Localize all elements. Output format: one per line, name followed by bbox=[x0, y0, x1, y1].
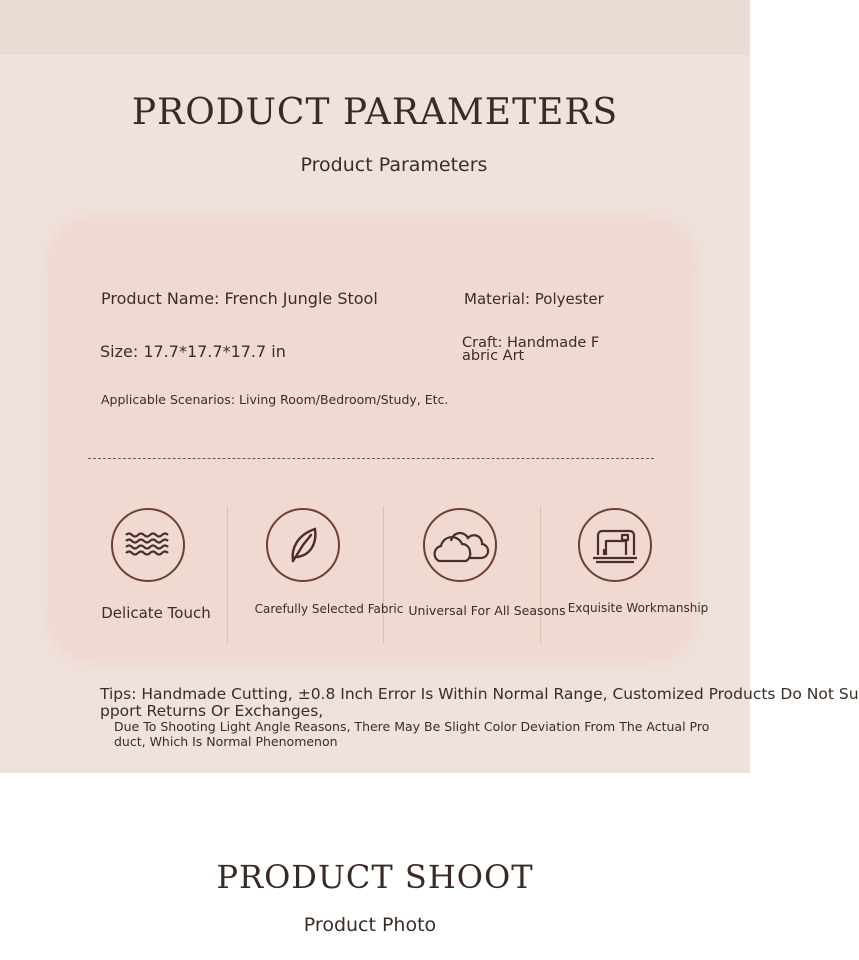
tips-line-2: pport Returns Or Exchanges, bbox=[100, 702, 324, 720]
tips-line-3: Due To Shooting Light Angle Reasons, There May Be Slight Color Deviation From The Actual Pro bbox=[114, 719, 710, 734]
applicable-scenarios: Applicable Scenarios: Living Room/Bedroom/Study, Etc. bbox=[101, 392, 449, 407]
top-strip bbox=[0, 0, 750, 55]
tips-line-4: duct, Which Is Normal Phenomenon bbox=[114, 734, 338, 749]
craft-line-1: Craft: Handmade F bbox=[462, 335, 600, 351]
leaf-icon bbox=[266, 508, 340, 582]
product-name: Product Name: French Jungle Stool bbox=[101, 289, 378, 308]
feature-label: Exquisite Workmanship bbox=[567, 601, 709, 615]
dashed-divider bbox=[88, 458, 654, 459]
tips-note bbox=[114, 719, 709, 749]
material: Material: Polyester bbox=[464, 290, 604, 308]
parameters-card bbox=[50, 220, 693, 660]
parameters-heading: PRODUCT PARAMETERS bbox=[131, 92, 619, 133]
parameters-subheading: Product Parameters bbox=[300, 154, 488, 176]
size: Size: 17.7*17.7*17.7 in bbox=[100, 342, 286, 361]
feature-label: Carefully Selected Fabric bbox=[254, 602, 404, 616]
tips bbox=[100, 685, 859, 720]
feature-separator bbox=[227, 506, 228, 644]
shoot-heading: PRODUCT SHOOT bbox=[216, 858, 534, 896]
feature-separator bbox=[540, 506, 541, 644]
sewing-machine-icon bbox=[578, 508, 652, 582]
feature-label: Delicate Touch bbox=[101, 604, 211, 622]
tips-line-1: Tips: Handmade Cutting, ±0.8 Inch Error Is Within Normal Range, Customized Products Do Not Su bbox=[100, 685, 859, 703]
feature-separator bbox=[383, 506, 384, 644]
craft bbox=[462, 337, 599, 363]
cloud-icon bbox=[423, 508, 497, 582]
wavy-lines-icon bbox=[111, 508, 185, 582]
feature-label: Universal For All Seasons bbox=[408, 603, 566, 618]
shoot-subheading: Product Photo bbox=[303, 914, 437, 936]
craft-line-2: abric Art bbox=[462, 348, 525, 364]
